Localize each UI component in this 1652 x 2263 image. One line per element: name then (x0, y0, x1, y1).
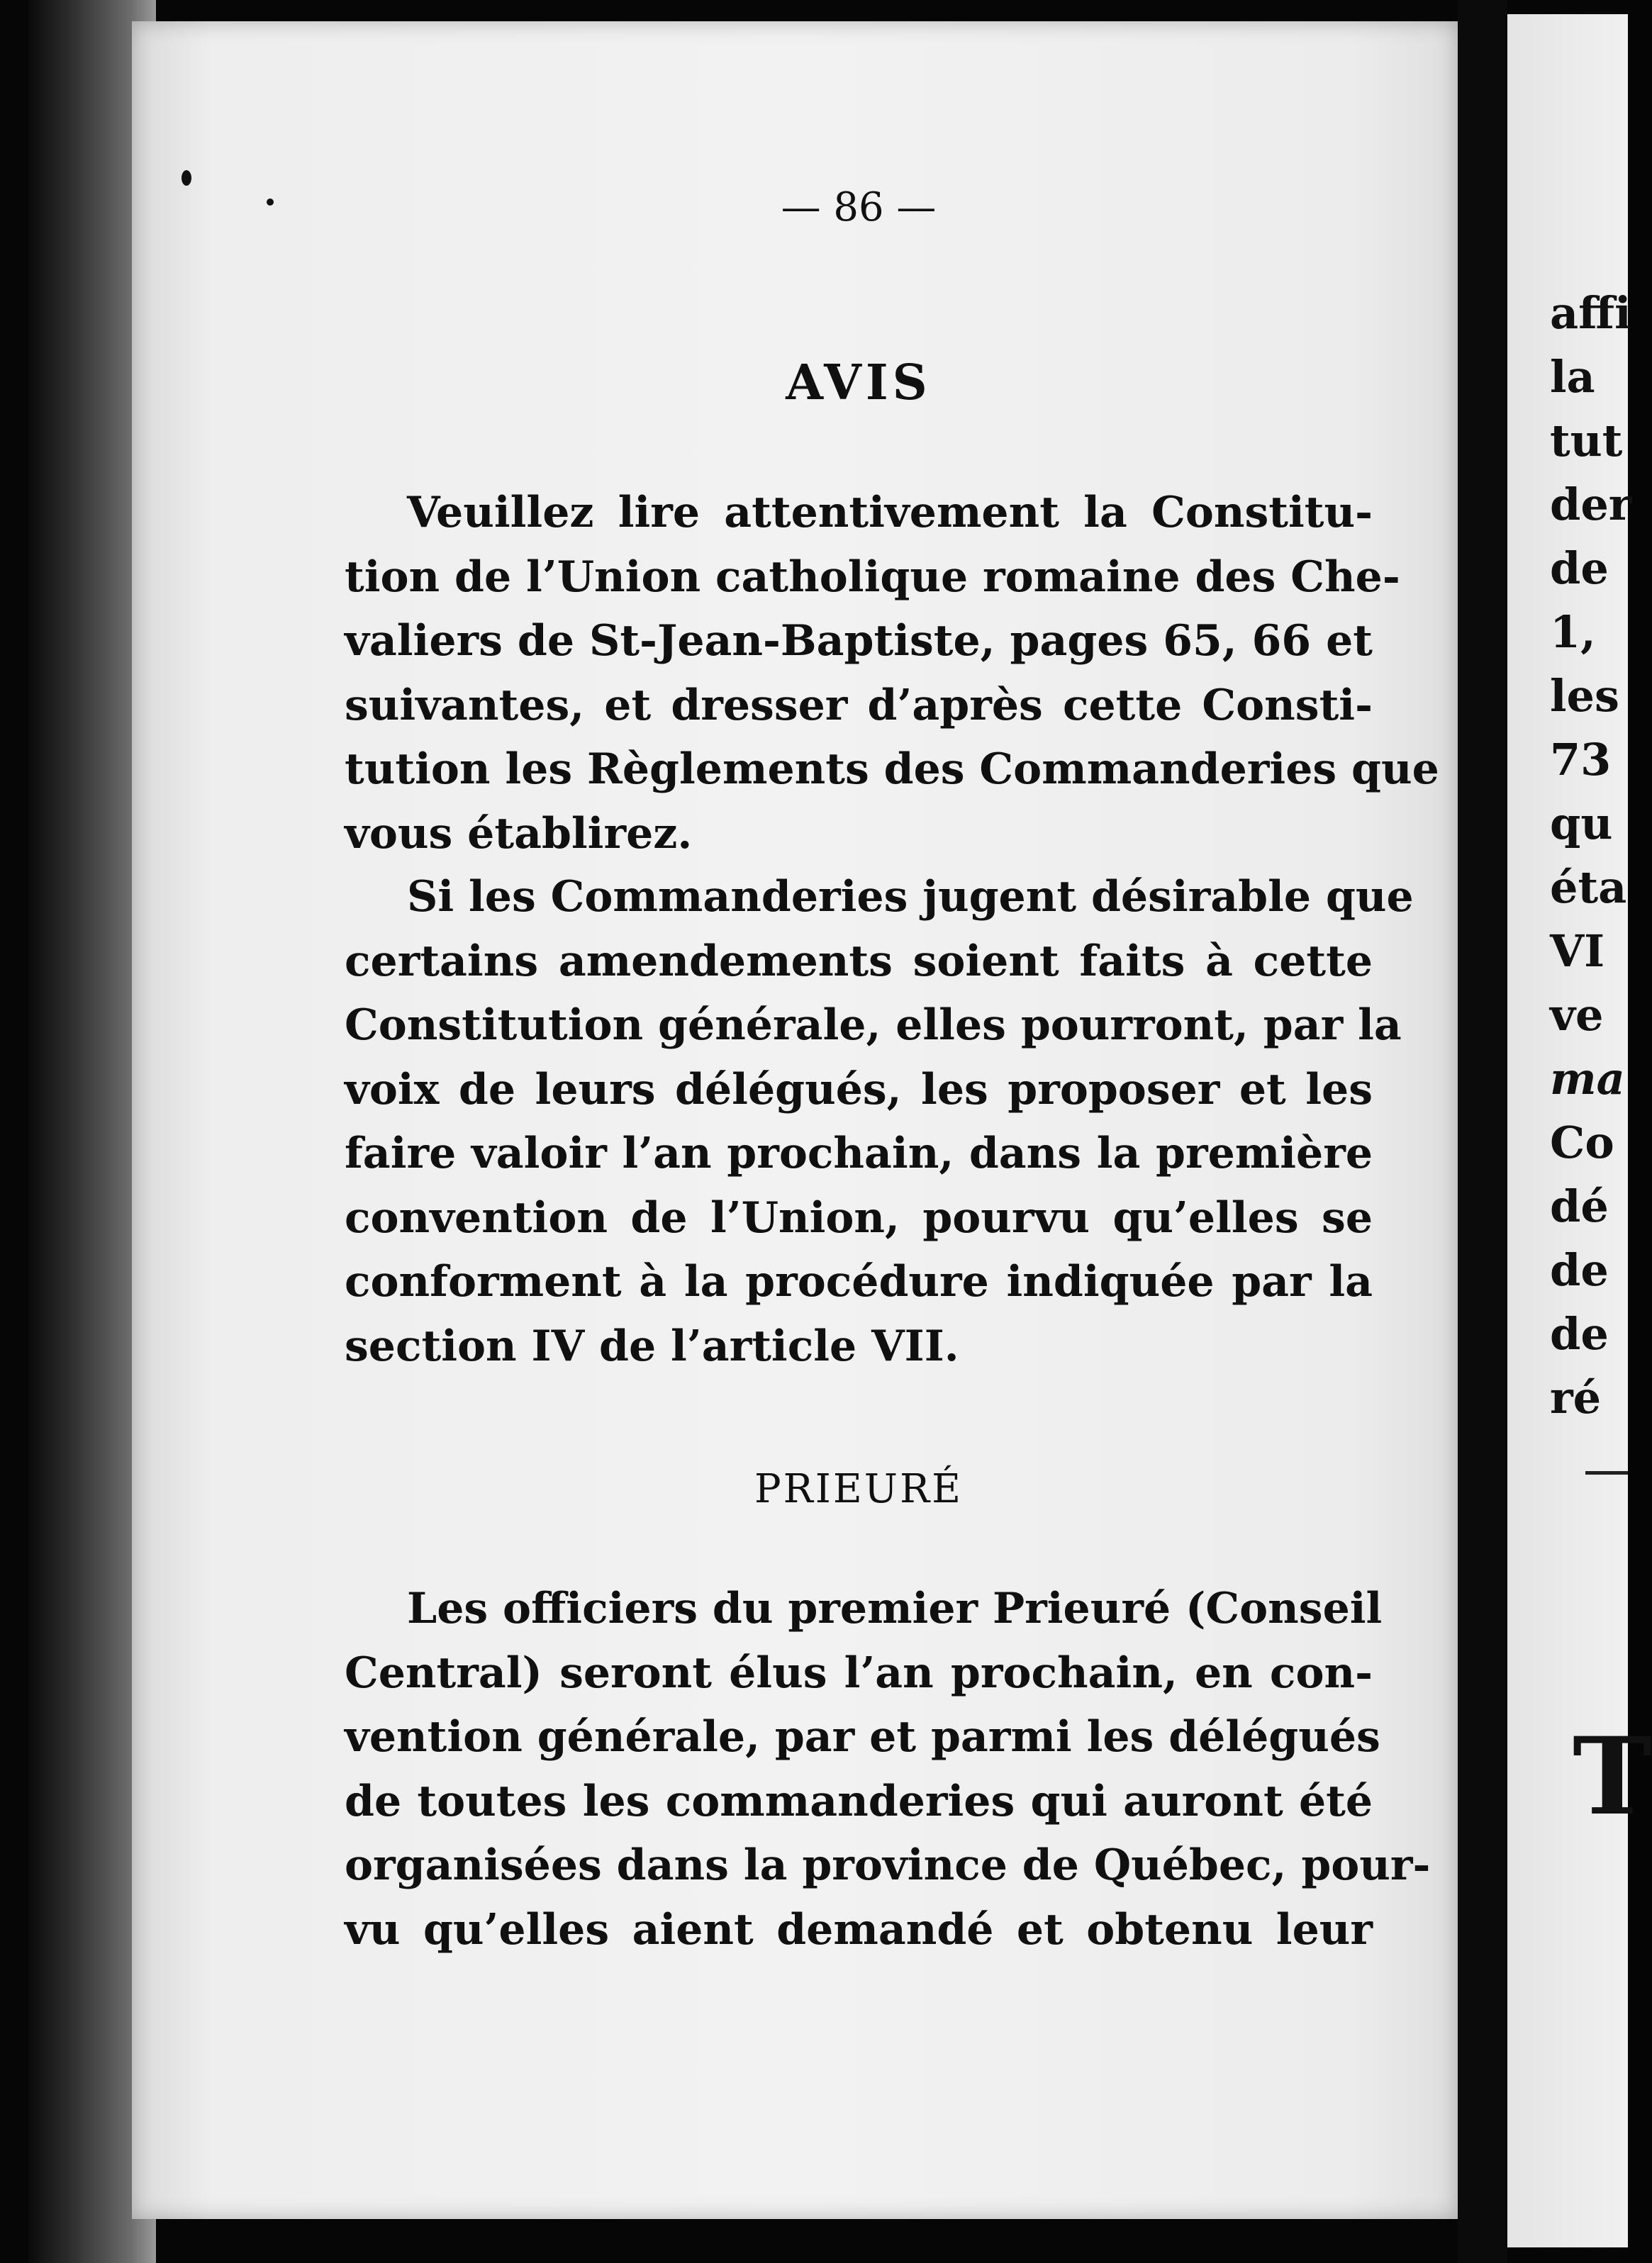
facing-text-fragment: 1, (1550, 606, 1596, 658)
ink-speck (267, 199, 274, 206)
text-line: Constitution générale, elles pourront, par la (345, 1000, 1402, 1050)
facing-text-fragment: de (1550, 542, 1609, 594)
facing-text-fragment: éta (1550, 861, 1627, 913)
facing-text-fragment: der (1550, 479, 1632, 530)
prieure-heading: PRIEURÉ (754, 1466, 964, 1512)
text-line: voix de leurs délégués, les proposer et les (345, 1064, 1373, 1114)
text-line: faire valoir l’an prochain, dans la première (345, 1129, 1373, 1178)
facing-text-fragment: tut (1550, 415, 1623, 466)
text-line: vous établirez. (345, 808, 693, 859)
avis-paragraph-2 (345, 865, 1414, 1378)
text-line: section IV de l’article VII. (345, 1321, 959, 1371)
facing-rule (1585, 1471, 1628, 1475)
facing-text-fragment: affi (1550, 287, 1631, 339)
text-line: Veuillez lire attentivement la Constitu- (407, 488, 1373, 537)
facing-page-fragment (1507, 14, 1652, 2247)
facing-text-fragment: dé (1550, 1180, 1609, 1232)
page-gutter (1458, 0, 1507, 2263)
facing-text-fragment: ve (1550, 989, 1604, 1041)
text-line: Les officiers du premier Prieuré (Conseil (407, 1584, 1383, 1633)
facing-text-fragment: Co (1550, 1117, 1614, 1168)
text-line: Si les Commanderies jugent désirable que (407, 872, 1414, 922)
facing-text-fragment: ma (1550, 1053, 1625, 1105)
facing-text-fragment: 73 (1550, 734, 1612, 786)
avis-paragraph-1 (345, 481, 1439, 866)
text-line: de toutes les commanderies qui auront été (345, 1776, 1373, 1826)
facing-large-letter: T (1573, 1714, 1652, 1839)
text-line: tution les Règlements des Commanderies que (345, 744, 1439, 794)
text-line: Central) seront élus l’an prochain, en con- (345, 1648, 1373, 1698)
facing-text-fragment: VI (1550, 925, 1605, 977)
facing-text-fragment: ré (1550, 1372, 1602, 1424)
prieure-paragraph (345, 1577, 1431, 1962)
text-line: convention de l’Union, pourvu qu’elles se (345, 1192, 1373, 1243)
text-line: suivantes, et dresser d’après cette Consti- (345, 680, 1373, 730)
text-line: vention générale, par et parmi les délégués (345, 1712, 1380, 1762)
page-number: — 86 — (781, 184, 937, 230)
facing-text-fragment: la (1550, 351, 1595, 403)
text-line: conforment à la procédure indiquée par la (345, 1257, 1373, 1307)
text-line: certains amendements soient faits à cette (345, 936, 1373, 986)
text-line: vu qu’elles aient demandé et obtenu leur (345, 1904, 1373, 1955)
facing-text-fragment: de (1550, 1308, 1609, 1360)
text-line: valiers de St-Jean-Baptiste, pages 65, 66 et (345, 616, 1373, 666)
text-line: organisées dans la province de Québec, pour- (345, 1840, 1431, 1890)
facing-text-fragment: de (1550, 1244, 1609, 1296)
facing-text-fragment: qu (1550, 798, 1613, 849)
facing-text-fragment: les (1550, 670, 1619, 722)
avis-heading: AVIS (786, 354, 932, 411)
ink-speck (182, 170, 191, 186)
text-line: tion de l’Union catholique romaine des Che- (345, 552, 1400, 602)
